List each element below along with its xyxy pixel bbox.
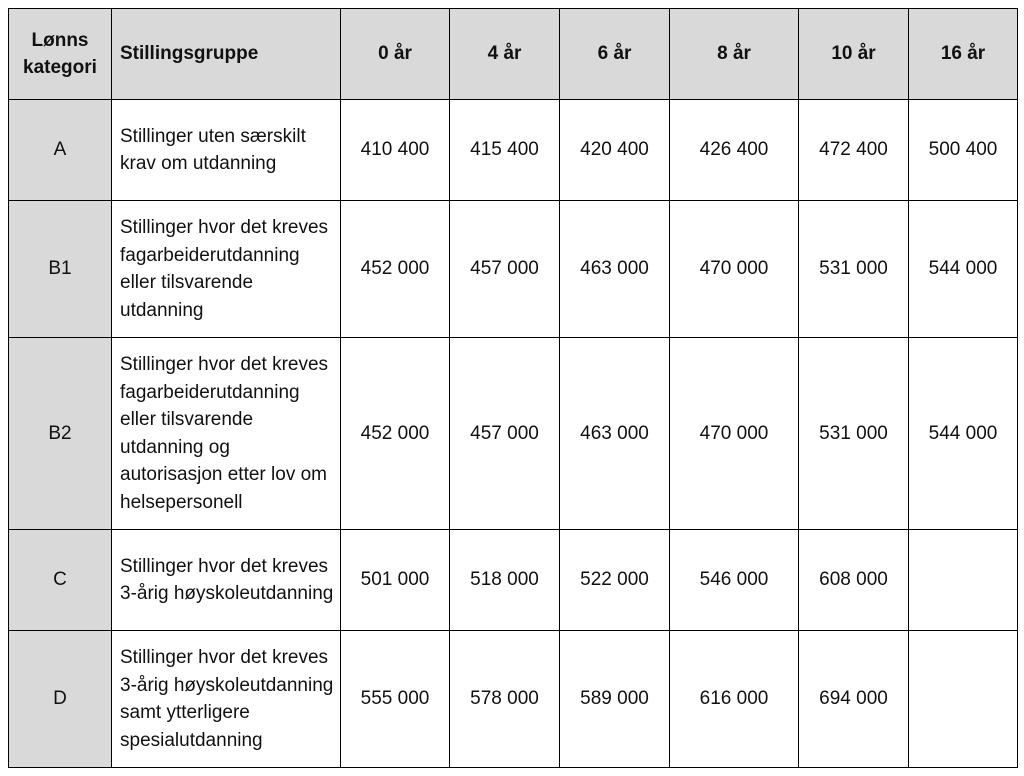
value-cell: 616 000	[670, 631, 799, 768]
value-cell: 470 000	[670, 338, 799, 530]
value-cell: 500 400	[909, 100, 1018, 201]
value-cell: 501 000	[341, 530, 450, 631]
header-category	[9, 9, 112, 100]
value-cell: 608 000	[799, 530, 909, 631]
group-cell: Stillinger hvor det kreves fagarbeiderutdanning eller tilsvarende utdanning	[112, 201, 341, 338]
value-cell: 518 000	[450, 530, 560, 631]
value-cell: 555 000	[341, 631, 450, 768]
group-cell: Stillinger hvor det kreves 3-årig høyskoleutdanning	[112, 530, 341, 631]
value-cell: 544 000	[909, 201, 1018, 338]
value-cell: 522 000	[560, 530, 670, 631]
group-cell: Stillinger uten særskilt krav om utdanning	[112, 100, 341, 201]
value-cell: 463 000	[560, 338, 670, 530]
value-cell: 531 000	[799, 201, 909, 338]
table-row	[9, 530, 1018, 631]
header-year-16: 16 år	[909, 9, 1018, 100]
value-cell: 531 000	[799, 338, 909, 530]
table-row	[9, 338, 1018, 530]
header-year-6: 6 år	[560, 9, 670, 100]
group-cell: Stillinger hvor det kreves 3-årig høyskoleutdanning samt ytterligere spesialutdanning	[112, 631, 341, 768]
value-cell: 415 400	[450, 100, 560, 201]
value-cell: 463 000	[560, 201, 670, 338]
salary-table	[8, 8, 1018, 768]
value-cell: 589 000	[560, 631, 670, 768]
header-group: Stillingsgruppe	[112, 9, 341, 100]
value-cell	[909, 631, 1018, 768]
header-year-10: 10 år	[799, 9, 909, 100]
category-cell: B1	[9, 201, 112, 338]
category-cell: C	[9, 530, 112, 631]
category-cell: D	[9, 631, 112, 768]
value-cell: 470 000	[670, 201, 799, 338]
value-cell: 452 000	[341, 201, 450, 338]
header-category-line2: kategori	[23, 57, 97, 78]
header-year-8: 8 år	[670, 9, 799, 100]
value-cell: 472 400	[799, 100, 909, 201]
value-cell: 457 000	[450, 338, 560, 530]
header-category-line1: Lønns	[31, 29, 89, 51]
value-cell: 426 400	[670, 100, 799, 201]
value-cell	[909, 530, 1018, 631]
value-cell: 410 400	[341, 100, 450, 201]
value-cell: 452 000	[341, 338, 450, 530]
header-row	[9, 9, 1018, 100]
header-year-0: 0 år	[341, 9, 450, 100]
table-row	[9, 631, 1018, 768]
table-row	[9, 100, 1018, 201]
category-cell: A	[9, 100, 112, 201]
value-cell: 457 000	[450, 201, 560, 338]
value-cell: 694 000	[799, 631, 909, 768]
value-cell: 546 000	[670, 530, 799, 631]
value-cell: 578 000	[450, 631, 560, 768]
header-year-4: 4 år	[450, 9, 560, 100]
category-cell: B2	[9, 338, 112, 530]
table-row	[9, 201, 1018, 338]
value-cell: 420 400	[560, 100, 670, 201]
group-cell: Stillinger hvor det kreves fagarbeiderutdanning eller tilsvarende utdanning og autorisasjon etter lov om helsepersonell	[112, 338, 341, 530]
value-cell: 544 000	[909, 338, 1018, 530]
